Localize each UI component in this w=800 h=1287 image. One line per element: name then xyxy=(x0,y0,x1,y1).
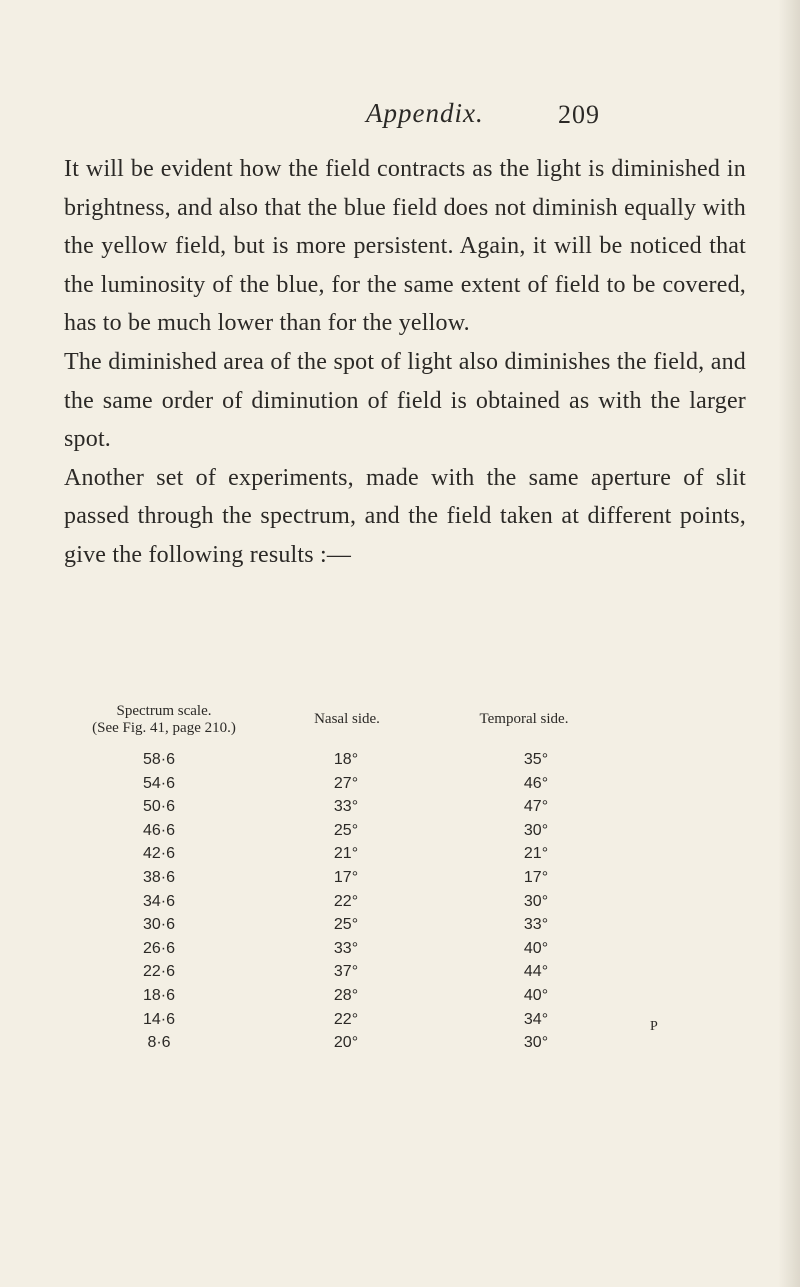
page-edge-shadow xyxy=(778,0,800,1287)
table-row xyxy=(64,869,764,893)
cell-temporal: 30° xyxy=(523,1034,549,1052)
cell-spectrum: 50·6 xyxy=(142,798,176,816)
cell-spectrum: 34·6 xyxy=(142,892,176,910)
page-header xyxy=(0,98,800,138)
table-row xyxy=(64,845,764,869)
cell-spectrum: 38·6 xyxy=(142,868,176,886)
table-row xyxy=(64,1011,764,1035)
cell-spectrum: 30·6 xyxy=(142,916,176,934)
cell-spectrum: 8·6 xyxy=(147,1034,171,1052)
cell-nasal: 25° xyxy=(333,821,359,839)
signature-mark: P xyxy=(650,1019,658,1034)
cell-nasal: 25° xyxy=(333,916,359,934)
cell-temporal: 33° xyxy=(523,916,549,934)
table-row xyxy=(64,987,764,1011)
cell-temporal: 17° xyxy=(523,868,549,886)
table-row xyxy=(64,1034,764,1058)
cell-temporal: 34° xyxy=(523,1010,549,1028)
cell-temporal: 35° xyxy=(523,751,549,768)
cell-temporal: 44° xyxy=(523,963,549,981)
cell-nasal: 33° xyxy=(333,798,359,816)
results-table xyxy=(64,695,764,1058)
body-text xyxy=(64,150,746,575)
table-row xyxy=(64,916,764,940)
header-temporal-side: Temporal side. xyxy=(479,711,569,727)
cell-spectrum: 54·6 xyxy=(142,774,176,792)
cell-temporal: 30° xyxy=(523,892,549,910)
running-head: Appendix. xyxy=(366,98,484,128)
cell-nasal: 33° xyxy=(333,939,359,957)
cell-spectrum: 18·6 xyxy=(142,986,176,1004)
table-row xyxy=(64,940,764,964)
table-header xyxy=(64,695,764,751)
table-row xyxy=(64,963,764,987)
cell-nasal: 22° xyxy=(333,892,359,910)
cell-nasal: 20° xyxy=(333,1034,359,1052)
paragraph-2: The diminished area of the spot of light also diminishes the field, and the same order of diminution of field is obtained as with the larger spot. xyxy=(64,348,746,453)
table-row xyxy=(64,798,764,822)
cell-nasal: 27° xyxy=(333,774,359,792)
paragraph-3: Another set of experiments, made with the same aperture of slit passed through the spectrum, and the field taken at different points, give the following results :— xyxy=(64,464,746,568)
cell-nasal: 28° xyxy=(333,986,359,1004)
page-number: 209 xyxy=(558,100,600,129)
cell-temporal: 47° xyxy=(523,798,549,816)
paragraph-1: It will be evident how the field contracts as the light is diminished in brightness, and also that the blue field does not diminish equally with the yellow field, but is more persistent. Again, it will be noticed that the luminosity of the blue, for the same extent of field to be covered, has to be much lower than for the yellow. xyxy=(64,156,746,337)
cell-temporal: 30° xyxy=(523,821,549,839)
cell-spectrum: 14·6 xyxy=(142,1010,176,1028)
cell-nasal: 17° xyxy=(333,868,359,886)
table-row xyxy=(64,751,764,775)
table-body xyxy=(64,751,764,1058)
cell-nasal: 37° xyxy=(333,963,359,981)
cell-temporal: 40° xyxy=(523,939,549,957)
table-row xyxy=(64,822,764,846)
table-row xyxy=(64,775,764,799)
cell-spectrum: 26·6 xyxy=(142,939,176,957)
header-spectrum-line2: (See Fig. 41, page 210.) xyxy=(92,720,236,736)
header-nasal-side: Nasal side. xyxy=(314,711,380,727)
cell-temporal: 46° xyxy=(523,774,549,792)
header-spectrum-line1: Spectrum scale. xyxy=(116,703,212,719)
cell-spectrum: 42·6 xyxy=(142,845,176,863)
cell-spectrum: 22·6 xyxy=(142,963,176,981)
cell-spectrum: 46·6 xyxy=(142,821,176,839)
cell-nasal: 18° xyxy=(333,751,359,768)
cell-nasal: 21° xyxy=(333,845,359,863)
cell-temporal: 21° xyxy=(523,845,549,863)
table-row xyxy=(64,893,764,917)
cell-spectrum: 58·6 xyxy=(142,751,176,768)
cell-nasal: 22° xyxy=(333,1010,359,1028)
cell-temporal: 40° xyxy=(523,986,549,1004)
header-spectrum-scale xyxy=(64,703,264,737)
